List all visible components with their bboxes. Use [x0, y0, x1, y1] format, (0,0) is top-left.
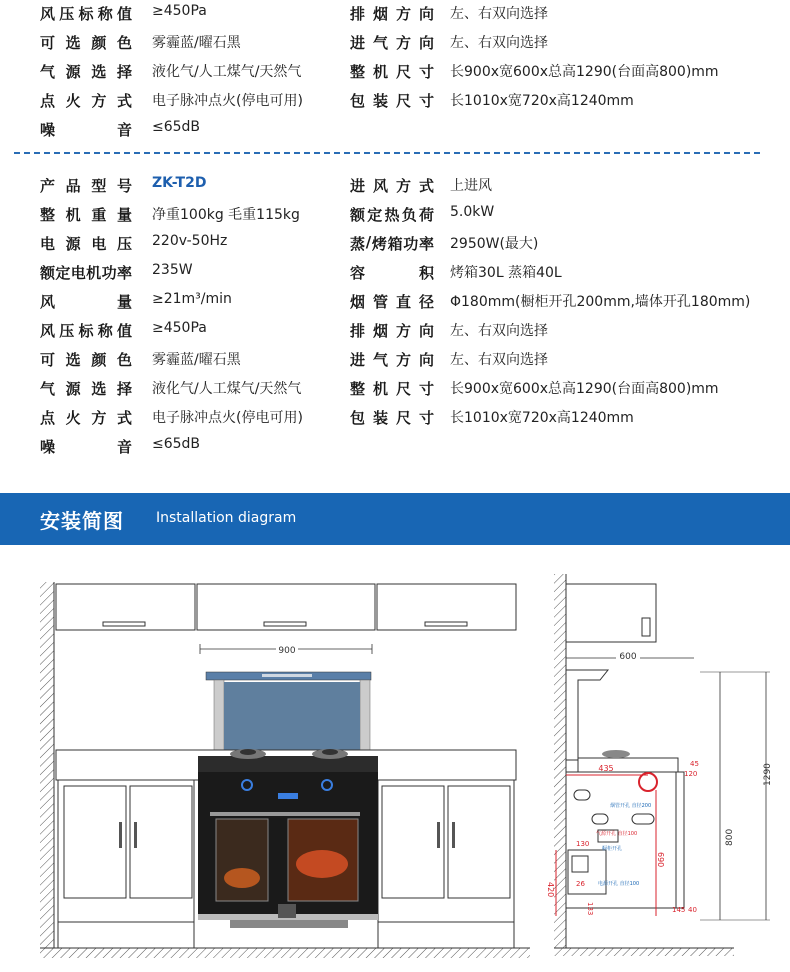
spec-value: ≥450Pa — [152, 3, 207, 19]
spec-value: 雾霾蓝/曜石黑 — [152, 35, 241, 51]
spec-value: 长1010x宽720x高1240mm — [450, 93, 634, 109]
spec-label: 风 压 标 称 值 — [40, 322, 132, 340]
total-height-dimension: 1290 — [763, 763, 773, 786]
spec-label: 整 机 重 量 — [40, 206, 132, 224]
spec-label: 排 烟 方 向 — [350, 322, 434, 340]
spec-label: 进 气 方 向 — [350, 351, 434, 369]
spec-row — [0, 3, 790, 32]
spec-value: 5.0kW — [450, 204, 495, 220]
spec-label: 产 品 型 号 — [40, 177, 132, 195]
spec-row — [0, 90, 790, 119]
spec-label: 整 机 尺 寸 — [350, 380, 434, 398]
dim-26: 26 — [576, 880, 585, 888]
spec-value: 2950W(最大) — [450, 236, 539, 252]
dim-130: 130 — [576, 840, 590, 848]
side-view — [546, 574, 773, 956]
spec-value: 左、右双向选择 — [450, 6, 548, 22]
counter-height-dimension: 800 — [725, 828, 735, 846]
spec-row — [0, 320, 790, 349]
cooktop — [198, 756, 378, 772]
floor — [40, 948, 530, 958]
spec-value: 左、右双向选择 — [450, 35, 548, 51]
spec-label: 进 风 方 式 — [350, 177, 434, 195]
spec-label: 风 量 — [40, 293, 132, 311]
upper-cabinet-left — [56, 584, 195, 630]
spec-row — [0, 349, 790, 378]
spec-label: 额 定 电 机 功 率 — [40, 264, 132, 282]
spec-label: 蒸 / 烤 箱 功 率 — [350, 233, 434, 253]
spec-row — [0, 119, 790, 148]
spec-value: ≤65dB — [152, 119, 201, 135]
section-title: 安装简图 — [40, 509, 124, 533]
spec-label: 电 源 电 压 — [40, 235, 132, 253]
spec-label: 烟 管 直 径 — [350, 293, 434, 311]
spec-label: 点 火 方 式 — [40, 92, 132, 110]
spec-value: 液化气/人工煤气/天然气 — [152, 381, 302, 397]
spec-row — [0, 407, 790, 436]
spec-label: 气 源 选 择 — [40, 63, 132, 81]
spec-value: 烤箱30L 蒸箱40L — [450, 265, 562, 281]
spec-label: 包 装 尺 寸 — [350, 409, 434, 427]
spec-value: 电子脉冲点火(停电可用) — [152, 410, 303, 426]
note-cabinet: 橱柜开孔 — [602, 846, 623, 852]
spec-value: ≥21m³/min — [152, 291, 232, 307]
upper-cabinet-middle — [197, 584, 375, 630]
spec-label: 噪 音 — [40, 438, 132, 456]
dim-420: 420 — [546, 882, 555, 898]
dim-120: 120 — [684, 770, 698, 778]
section-divider — [14, 152, 760, 154]
spec-value: 长900x宽600x总高1290(台面高800)mm — [450, 381, 719, 397]
spec-row — [0, 233, 790, 262]
spec-value: 液化气/人工煤气/天然气 — [152, 64, 302, 80]
backsplash-panel — [224, 682, 360, 750]
front-view — [40, 582, 530, 958]
spec-row — [0, 262, 790, 291]
dim-145: 145 — [672, 906, 686, 914]
spec-value: 左、右双向选择 — [450, 323, 548, 339]
spec-value: 雾霾蓝/曜石黑 — [152, 352, 241, 368]
spec-row — [0, 175, 790, 204]
spec-row — [0, 32, 790, 61]
spec-label: 整 机 尺 寸 — [350, 63, 434, 81]
spec-label: 额 定 热 负 荷 — [350, 206, 434, 224]
spec-value: ZK-T2D — [152, 175, 207, 191]
dim-40: 40 — [688, 906, 697, 914]
dim-690: 690 — [656, 852, 665, 868]
spec-label: 可 选 颜 色 — [40, 351, 132, 369]
spec-row — [0, 436, 790, 465]
spec-label: 气 源 选 择 — [40, 380, 132, 398]
dim-435: 435 — [598, 764, 614, 773]
width-dimension: 900 — [278, 646, 296, 656]
spec-label: 点 火 方 式 — [40, 409, 132, 427]
spec-value: ≥450Pa — [152, 320, 207, 336]
installation-banner — [0, 493, 790, 545]
spec-value: 净重100kg 毛重115kg — [152, 207, 300, 223]
spec-value: ≤65dB — [152, 436, 201, 452]
dim-133: 133 — [586, 902, 594, 916]
spec-value: 235W — [152, 262, 193, 278]
spec-label: 噪 音 — [40, 121, 132, 139]
spec-value: 上进风 — [450, 178, 492, 194]
spec-value: 长900x宽600x总高1290(台面高800)mm — [450, 64, 719, 80]
depth-dimension: 600 — [619, 652, 637, 662]
spec-value: 220v-50Hz — [152, 233, 228, 249]
spec-row — [0, 291, 790, 320]
dim-45: 45 — [690, 760, 699, 768]
spec-label: 排 烟 方 向 — [350, 5, 434, 23]
note-power: 电源开孔 直径100 — [598, 881, 640, 887]
spec-label: 进 气 方 向 — [350, 34, 434, 52]
spec-label: 容 积 — [350, 264, 434, 282]
spec-label: 风 压 标 称 值 — [40, 5, 132, 23]
spec-row — [0, 204, 790, 233]
spec-label: 包 装 尺 寸 — [350, 92, 434, 110]
spec-label: 可 选 颜 色 — [40, 34, 132, 52]
spec-value: 长1010x宽720x高1240mm — [450, 410, 634, 426]
upper-cabinet-right — [377, 584, 516, 630]
note-pipe: 烟管开孔 直径200 — [610, 803, 652, 809]
oven-window — [216, 819, 268, 901]
installation-diagram — [0, 560, 790, 972]
spec-row — [0, 61, 790, 90]
spec-row — [0, 378, 790, 407]
spec-value: Φ180mm(橱柜开孔200mm,墙体开孔180mm) — [450, 294, 751, 310]
left-wall — [40, 582, 54, 948]
note-vent: 气源开孔 直径100 — [596, 831, 638, 837]
spec-value: 左、右双向选择 — [450, 352, 548, 368]
spec-value: 电子脉冲点火(停电可用) — [152, 93, 303, 109]
section-subtitle: Installation diagram — [156, 510, 297, 526]
